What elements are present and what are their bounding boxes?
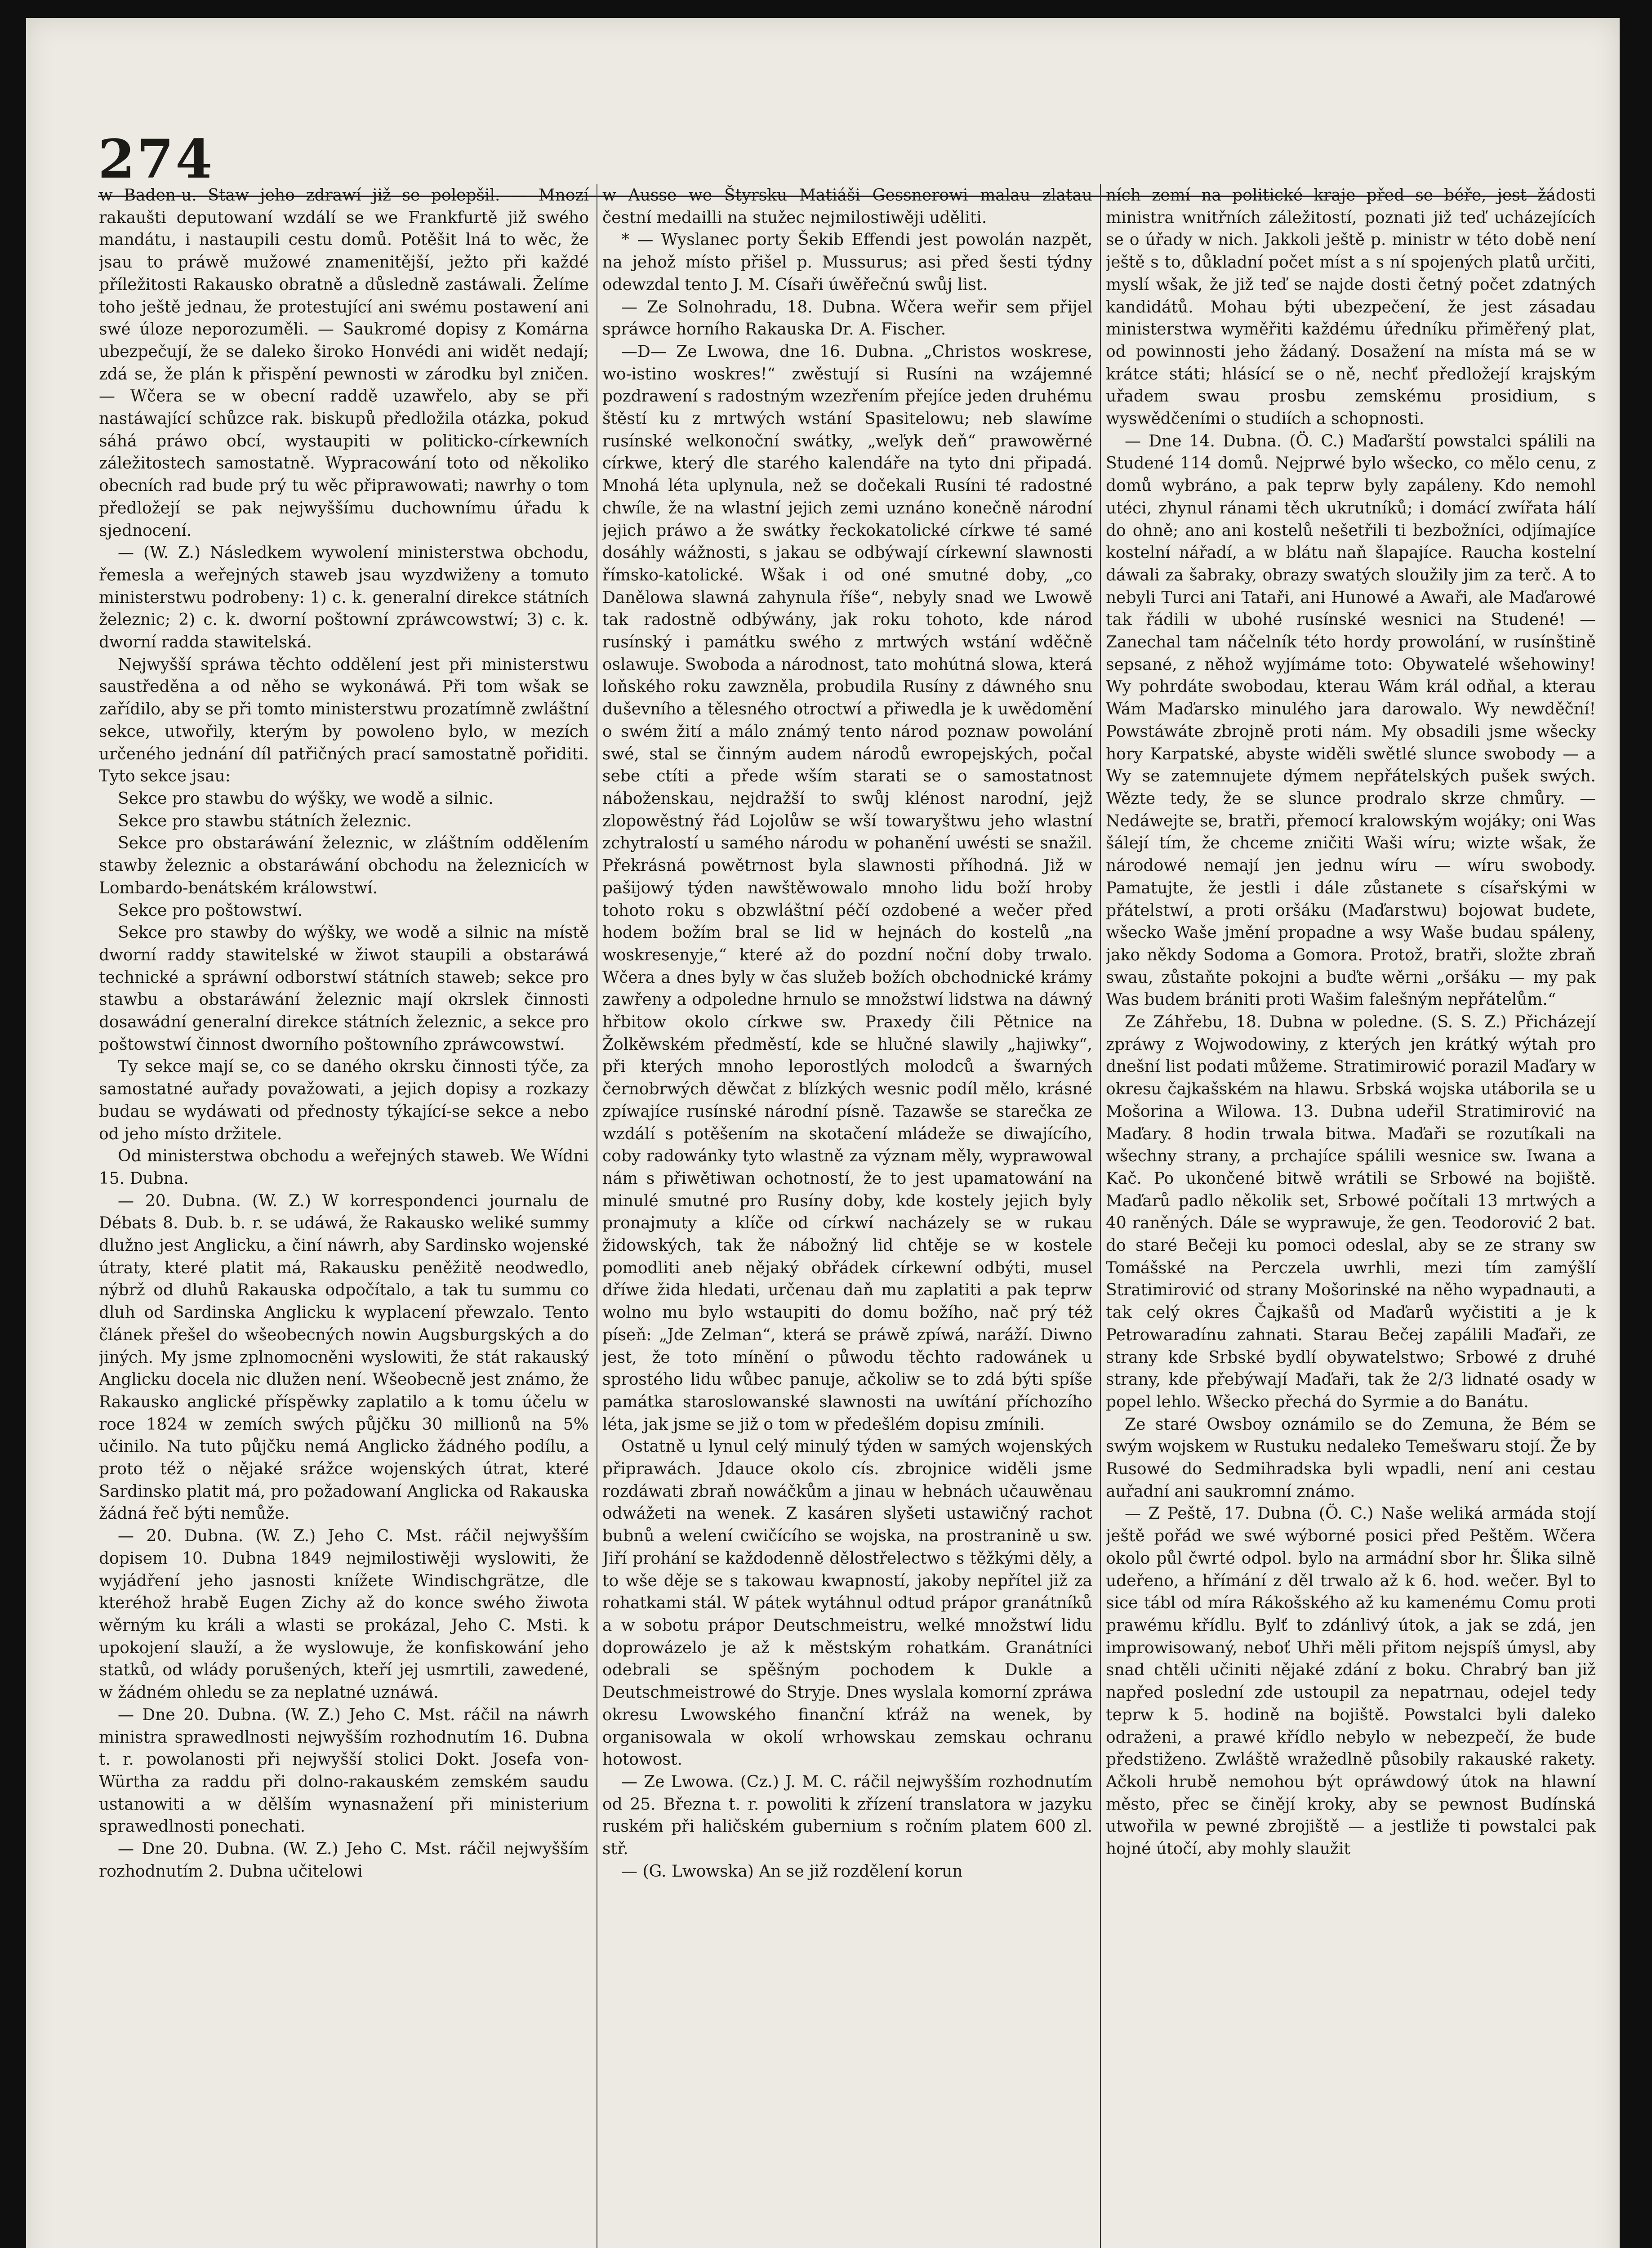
paragraph: Ze staré Owsboy oznámilo se do Zemuna, že Bém se swým wojskem w Rustuku nedaleko Temešwaru stojí. Že by Rusowé do Sedmihradska byli wpadli, není ani cestau auřadní ani saukromní známo. — [1106, 1415, 1596, 1501]
paragraph: — 20. Dubna. (W. Z.) Jeho C. Mst. ráčil nejwyšším dopisem 10. Dubna 1849 nejmilostiwěji wyslowiti, že wyjádření jeho jasnosti knížete Windischgrätze, dle kteréhož hrabě Eugen Zichy až do konce swého žiwota wěrným ku králi a wlasti se prokázal, Jeho C. Msti. k upokojení slauží, a že wyslowuje, že konfiskowání jeho statků, od wlády porušených, kteří jej usmrtili, zawedené, w žádném ohledu se za neplatné uznáwá. — [99, 1527, 589, 1702]
paragraph: Sekce pro stawby do wýšky, we wodě a silnic na místě dworní raddy stawitelské w žiwot staupili a obstaráwá technické a spráwní odborstwí státních staweb; sekce pro stawbu a obstaráwání železnic mají okrslek činnosti dosawádní generalní direkce státních železnic, a sekce pro poštowstwí činnost dworního poštowního zpráwcowstwí. — [99, 923, 589, 1054]
paragraph: Nejwyšší spráwa těchto oddělení jest při ministerstwu saustředěna a od něho se wykonáwá. Při tom wšak se zařídilo, aby se při tomto ministerstwu prozatímně zwláštní sekce, utwořily, kterým by powoleno bylo, w mezích určeného jednání díl patřičných prací samostatně pořiditi. Tyto sekce jsau: — [99, 655, 589, 786]
paragraph: Ostatně u lynul celý minulý týden w samých wojenských připrawách. Jdauce okolo cís. zbrojnice widěli jsme rozdáwati zbraň nowáčkům a jinau w hebnách učauwěnau odwážeti na wenek. Z kasáren slyšeti ustawičný rachot bubnů a welení cwičícího se wojska, na prostranině u sw. Jiří prohání se každodenně dělostřelectwo s těžkými děly, a to wše děje se s takowau kwapností, jakoby nepřítel již za rohatkami stál. W pátek wytáhnul odtud prápor granátníků a w sobotu prápor Deutschmeistru, welké množstwí lidu doprowázelo je až k městským rohatkám. Granátníci odebrali se spěšným pochodem k Dukle a Deutschmeistrowé do Stryje. Dnes wyslala komorní zpráwa okresu Lwowského finanční kťráž na wenek, by organisowala w okolí wrhowskau zemskau ochranu hotowost. — [602, 1437, 1092, 1769]
paragraph: — Ze Lwowa. (Cz.) J. M. C. ráčil nejwyšším rozhodnutím od 25. Března t. r. powoliti k zřízení translatora w jazyku ruském při haličském gubernium s ročním platem 600 zl. stř. — [602, 1772, 1092, 1859]
paragraph: — Dne 20. Dubna. (W. Z.) Jeho C. Mst. ráčil na náwrh ministra sprawedlnosti nejwyšším rozhodnutím 16. Dubna t. r. powolanosti při nejwyšší stolici Dokt. Josefa von-Würtha za raddu při dolno-rakauském zemském saudu ustanowiti a w dělším wynasnažení při ministerium sprawedlnosti ponechati. — [99, 1705, 589, 1836]
column-2 — [602, 184, 1092, 2248]
paragraph: Od ministerstwa obchodu a weřejných staweb. We Wídni 15. Dubna. — [99, 1147, 589, 1188]
paragraph: * — Wyslanec porty Šekib Effendi jest powolán nazpět, na jehož místo přišel p. Mussurus; asi před šesti týdny odewzdal tento J. M. Císaři úwěřečnú swůj list. — [602, 231, 1092, 294]
column-3 — [1106, 184, 1596, 2248]
paragraph: — (W. Z.) Následkem wywolení ministerstwa obchodu, řemesla a weřejných staweb jsau wyzdwiženy a tomuto ministerstwu podrobeny: 1) c. k. generalní direkce státních železnic; 2) c. k. dworní poštowní zpráwcowstwí; 3) c. k. dworní radda stawitelská. — [99, 544, 589, 652]
paragraph: — Dne 14. Dubna. (Ö. C.) Maďarští powstalci spálili na Studené 114 domů. Nejprwé bylo wšecko, co mělo cenu, z domů wybráno, a pak teprw byly zapáleny. Kdo nemohl utéci, zhynul ránami těch ukrutníků; i domácí zwířata hálí do ohně; ano ani kostelů nešetřili ti bezbožníci, odjímajíce kostelní nářadí, a w blátu naň šlapajíce. Raucha kostelní dáwali za šabraky, obrazy swatých sloužily jim za terč. A to nebyli Turci ani Tataři, ani Hunowé a Awaři, ale Maďarowé tak řádili w ubohé rusínské wesnici na Studené! — Zanechal tam náčelník této hordy prowolání, w rusínštině sepsané, z něhož wyjímáme toto: Obywatelé wšehowiny! Wy pohrdáte swobodau, kterau Wám král odňal, a kterau Wám Maďarsko minulého jara darowalo. Wy newděční! Powstáwáte zbrojně proti nám. My obsadili jsme wšecky hory Karpatské, abyste widěli swětlé slunce swobody — a Wy se zatemnujete dýmem nepřátelských pušek swých. Wězte tedy, že se slunce prodralo skrze chmůry. — Nedáwejte se, bratři, přemocí kralowským wojáky; oni Was šálejí tím, že chceme zničiti Waši wíru; wizte wšak, že národowé nemají jen jednu wíru — wíru swobody. Pamatujte, že jestli i dále zůstanete s císařskými w přátelstwí, a proti oršáku (Maďarstwu) bojowat budete, wšecko Waše jmění propadne a wsy Waše budau spáleny, jako někdy Sodoma a Gomora. Protož, bratři, složte zbraň swau, zůstaňte pokojni a buďte wěrni „oršáku — my pak Was budem brániti proti Wašim falešným nepřátelům.“ — [1106, 432, 1596, 1009]
paragraph: ních zemí na politické kraje před se béře, jest žádosti ministra wnitřních záležitostí, poznati již teď ucházejících se o úřady w nich. Jakkoli ještě p. ministr w této době není ještě s to, důkladní počet míst a s ní spojených platů určiti, myslí wšak, že již teď se najde dosti četný počet zdatných kandidátů. Mohau býti ubezpečení, že jest zásadau ministerstwa wyměřiti každému úředníku přiměřený plat, od powinnosti jeho žádaný. Dosažení na místa má se w krátce státi; hlásící se o ně, nechť předložejí krajským uřadem swau prosbu zemskému prosidium, s wyswědčeními o studiích a schopnosti. — [1106, 186, 1596, 428]
column-divider — [1100, 184, 1101, 2248]
paragraph: Ze Záhřebu, 18. Dubna w poledne. (S. S. Z.) Přicházejí zpráwy z Wojwodowiny, z kterých jen krátký wýtah pro dnešní list podati můžeme. Stratimirowić porazil Maďary w okresu čajkašském na hlawu. Srbská wojska utáborila se u Mošorina a Wilowa. 13. Dubna udeřil Stratimirović na Maďary. 8 hodin trwala bitwa. Maďaři se rozutíkali na wšechny strany, a prchajíce spálili wesnice sw. Iwana a Kač. Po ukončené bitwě wrátili se Srbowé na bojiště. Maďarů padlo několik set, Srbowé počítali 13 mrtwých a 40 raněných. Dále se wyprawuje, že gen. Teodorović 2 bat. do staré Bečeji ku pomoci odeslal, aby se ze strany sw Tomášské na Perczela uwrhli, mezi tím zamýšlí Stratimirović od strany Mošorinské na něho wypadnauti, a tak celý okres Čajkašů od Maďarů wyčistiti a je k Petrowaradínu zahnati. Starau Bečej zapálili Maďaři, ze strany kde Srbské bydlí obywatelstwo; Srbowé z druhé strany, kde přebýwají Maďaři, tak že 2/3 lidnaté osady w popel lehlo. Wšecko přechá do Syrmie a do Banátu. — [1106, 1013, 1596, 1411]
column-1 — [99, 184, 589, 2248]
paragraph: — (G. Lwowska) An se již rozdělení korun — [621, 1862, 963, 1881]
paragraph: Sekce pro stawbu státních železnic. — [118, 812, 412, 830]
paragraph: —D— Ze Lwowa, dne 16. Dubna. „Christos woskrese, wo-istino woskres!“ zwěstují si Rusíni na wzájemné pozdrawení s radostným wzezřením přejíce jeden druhému štěstí ku z mrtwých wstání Spasitelowu; neb slawíme rusínské welkonoční swátky, „weľyk deň“ prawowěrné církwe, který dle starého kalendáře na tyto dni připadá. Mnohá léta uplynula, než se dočekali Rusíni té radostné chwíle, že na wlastní jejich zemi uznáno konečně národní jejich práwo a že swátky řeckokatolické církwe té samé dosáhly wážnosti, s jakau se odbýwají církewní slawnosti římsko-katolické. Wšak i od oné smutné doby, „co Danělowa slawná zahynula říše“, nebyly snad we Lwowě tak radostně odbýwány, jak roku tohoto, kde národ rusínský i památku swého z mrtwých wstání wděčně oslawuje. Swoboda a národnost, tato mohútná slowa, která loňského roku zawzněla, probudila Rusíny z dáwného snu duševního a tělesného otroctwí a přiwedla je k uwědomění o swém žití a málo známý tento národ poznaw powolání swé, stal se činným audem národů ewropejských, počal sebe ctíti a přede wším starati se o samostatnost náboženskau, nejdražší to swůj klénost narodní, jejž zlopowěstný řád Lojolůw se wší towaryštwu jeho wlastní zchytralostí u samého národu w pohanění uwésti se snažil. Překrásná powětrnost byla slawnosti příhodná. Již w pašijowý týden nawštěwowalo mnoho lidu boží hroby tohoto roku s obzwláštní péčí ozdobené a wečer před hodem božím bral se lid w hejnách do kostelů „na woskresenyje,“ které až do pozdní noční doby trwalo. Wčera a dnes byly w čas služeb božích obchodnické krámy zawřeny a odpoledne hrnulo se množstwí lidstwa na dáwný hřbitow okolo církwe sw. Praxedy čili Pětnice na Žolkěwském předměstí, kde se hlučné slawily „hajiwky“, při kterých mnoho leporostlých molodců a šwarných černobrwých děwčat z blízkých wesnic podíl mělo, krásné zpíwajíce rusínské národní písně. Tazawše se starečka ze wzdálí s potěšením na skotačení mládeže se diwajícího, coby radowánky tyto wlastně za význam měly, wyprawowal nám s přiwětiwan ochotností, že to jest upamatowání na minulé smutné pro Rusíny doby, kde kostely jejich byly pronajmuty a klíče od církwí nacházely se w rukau židowských, tak že nábožný lid chtěje se w kostele pomodliti aneb nějaký obřádek církewní odbýti, musel dříwe žida hledati, určenau daň mu zaplatiti a pak teprw wolno mu bylo wstaupiti do domu božího, nač prý též píseň: „Jde Zelman“, která se práwě zpíwá, naráží. Diwno jest, že toto mínění o půwodu těchto radowánek u sprostého lidu wůbec panuje, ačkoliw se to zdá býti spíše památka staroslowanské slawnosti na uwítání příchozího léta, jak jsme se již o tom w předešlém dopisu zmínili. — [602, 342, 1092, 1434]
paragraph: — Z Peště, 17. Dubna (Ö. C.) Naše weliká armáda stojí ještě pořád we swé wýborné posici před Peštěm. Wčera okolo půl čwrté odpol. bylo na armádní sbor hr. Šlika silně udeřeno, a hřímání z děl trwalo až k 6. hod. wečer. Byl to sice tábl od míra Rákošského až ku kamenému Comu proti prawému křídlu. Bylť to zdánlivý útok, a jak se zdá, jen improwisowaný, neboť Uhři měli přitom nejspíš úmysl, aby snad chtěli učiniti nějaké zdání z boku. Chrabrý ban již napřed poslední zde ustoupil za nepatrnau, odejel tedy teprw k 5. hodině na bojiště. Powstalci byli daleko odraženi, a prawé křídlo nebylo w nebezpečí, že bude předstiženo. Zwláště wražedlně působily rakauské rakety. Ačkoli hrubě nemohou být opráwdowý útok na hlawní město, přec se činějí kroky, aby se pewnost Budínská utwořila w pewné zbrojiště — a jestliže ti powstalci pak hojné útočí, aby mohly slaužit — [1106, 1504, 1596, 1859]
paragraph: Ty sekce mají se, co se daného okrsku činnosti týče, za samostatné auřady považowati, a jejich dopisy a rozkazy budau se wydáwati od přednosty týkající-se sekce a nebo od jeho místo držitele. — [99, 1057, 589, 1143]
paragraph: Sekce pro obstaráwání železnic, w zláštním oddělením stawby železnic a obstaráwání obchodu na železnicích w Lombardo-benátském králowstwí. — [99, 834, 589, 897]
page-number: 274 — [98, 128, 214, 190]
paragraph: Sekce pro poštowstwí. — [118, 901, 303, 920]
paragraph: — 20. Dubna. (W. Z.) W korrespondenci journalu de Débats 8. Dub. b. r. se udáwá, že Rakausko weliké summy dlužno jest Anglicku, a činí náwrh, aby Sardinsko wojenské útraty, které platit má, Rakausku peněžitě neodwedlo, nýbrž od dluhů Rakauska odpočítalo, a tak tu summu co dluh od Sardinska Anglicku k wyplacení přewzalo. Tento článek přešel do wšeobecných nowin Augsburgských a do jiných. My jsme zplnomocněni wyslowiti, že stát rakauský Anglicku docela nic dlužen není. Wšeobecně jest známo, že Rakausko anglické příspěwky zaplatilo a k tomu účelu w roce 1824 w zemích swých půjčku 30 millionů na 5% učinilo. Na tuto půjčku nemá Anglicko žádného podílu, a proto též o nějaké srážce wojenských útrat, které Sardinsko platit má, pro požadowaní Anglicka od Rakauska žádná řeč býti nemůže. — [99, 1191, 589, 1523]
paragraph: w Baden-u. Staw jeho zdrawí již se polepšil. — Mnozí rakaušti deputowaní wzdálí se we Frankfurtě již swého mandátu, i nastaupili cestu domů. Potěšit lná to wěc, že jsau to práwě mužowé znamenitější, ježto při každé příležitosti Rakausko obratně a důsledně zastáwali. Želíme toho ještě jednau, že protestující ani swému postawení ani swé úloze neporozuměli. — Saukromé dopisy z Komárna ubezpečují, že se daleko široko Honvédi ani widět nedají; zdá se, že plán k přispění pewnosti w zárodku byl zničen. — Wčera se w obecní raddě uzawřelo, aby se při nastáwající schůzce rak. biskupů předložila otázka, pokud sáhá práwo obcí, wystaupiti w politicko-církewních záležitostech samostatně. Wypracowání toto od několiko obecních rad bude prý tu wěc připrawowati; nawrhy o tom předložejí se pak nejwyššímu duchownímu úřadu k sjednocení. — [99, 186, 589, 540]
paragraph: — Dne 20. Dubna. (W. Z.) Jeho C. Mst. ráčil nejwyšším rozhodnutím 2. Dubna učitelowi — [99, 1840, 589, 1881]
paragraph: — Ze Solnohradu, 18. Dubna. Wčera weřir sem přijel spráwce horního Rakauska Dr. A. Fischer. — [602, 298, 1092, 339]
paragraph: Sekce pro stawbu do wýšky, we wodě a silnic. — [118, 789, 494, 808]
paragraph: w Ausse we Štyrsku Matiáši Gessnerowi malau zlatau čestní medailli na stužec nejmilostiwěji uděliti. — [602, 186, 1092, 227]
